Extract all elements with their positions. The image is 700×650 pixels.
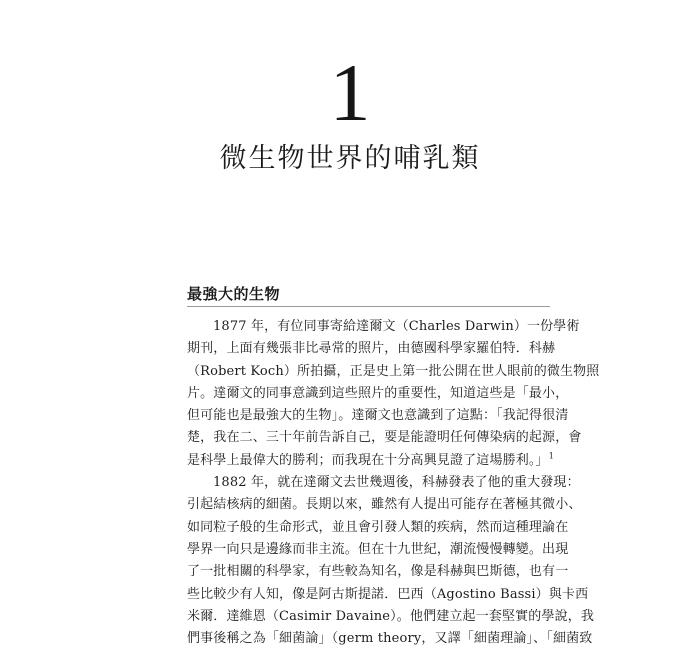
body-line: 些比較少有人知，像是阿古斯提諾．巴西（Agostino Bassi）與卡西 (187, 586, 589, 602)
body-line: 引起結核病的細菌。長期以來，雖然有人提出可能存在著極其微小、 (187, 497, 582, 513)
chapter-number: 1 (329, 47, 371, 138)
body-line: 們事後稱之為「細菌論」（germ theory，又譯「細菌理論」、「細菌致 (187, 631, 593, 647)
body-line: 學界一向只是邊緣而非主流。但在十九世紀，潮流慢慢轉變。出現 (187, 541, 569, 557)
body-line: 了一批相關的科學家，有些較為知名，像是科赫與巴斯德，也有一 (187, 564, 569, 580)
body-line: 楚，我在二、三十年前告訴自己，要是能證明任何傳染病的起源，會 (187, 430, 582, 446)
body-line-text: 是科學上最偉大的勝利；而我現在十分高興見證了這場勝利。」 (187, 452, 549, 468)
body-line: （Robert Koch）所拍攝，正是史上第一批公開在世人眼前的微生物照 (187, 363, 600, 379)
body-line: 1882 年，就在達爾文去世幾週後，科赫發表了他的重大發現： (213, 475, 580, 491)
chapter-title: 微生物世界的哺乳類 (219, 143, 481, 174)
footnote-marker[interactable]: 1 (548, 451, 554, 461)
section-divider (187, 306, 550, 307)
body-line-with-footnote (187, 450, 554, 472)
body-line: 期刊，上面有幾張非比尋常的照片，由德國科學家羅伯特．科赫 (187, 341, 556, 357)
body-line: 如同粒子般的生命形式，並且會引發人類的疾病，然而這種理論在 (187, 519, 569, 535)
body-line: 片。達爾文的同事意識到這些照片的重要性，知道這些是「最小， (187, 385, 569, 401)
body-text (187, 316, 600, 650)
body-line: 1877 年，有位同事寄給達爾文（Charles Darwin）一份學術 (213, 319, 580, 334)
section-heading: 最強大的生物 (187, 285, 281, 303)
body-line: 米爾．達維恩（Casimir Davaine）。他們建立起一套堅實的學說，我 (187, 608, 595, 624)
body-line: 但可能也是最強大的生物」。達爾文也意識到了這點：「我記得很清 (187, 408, 569, 424)
